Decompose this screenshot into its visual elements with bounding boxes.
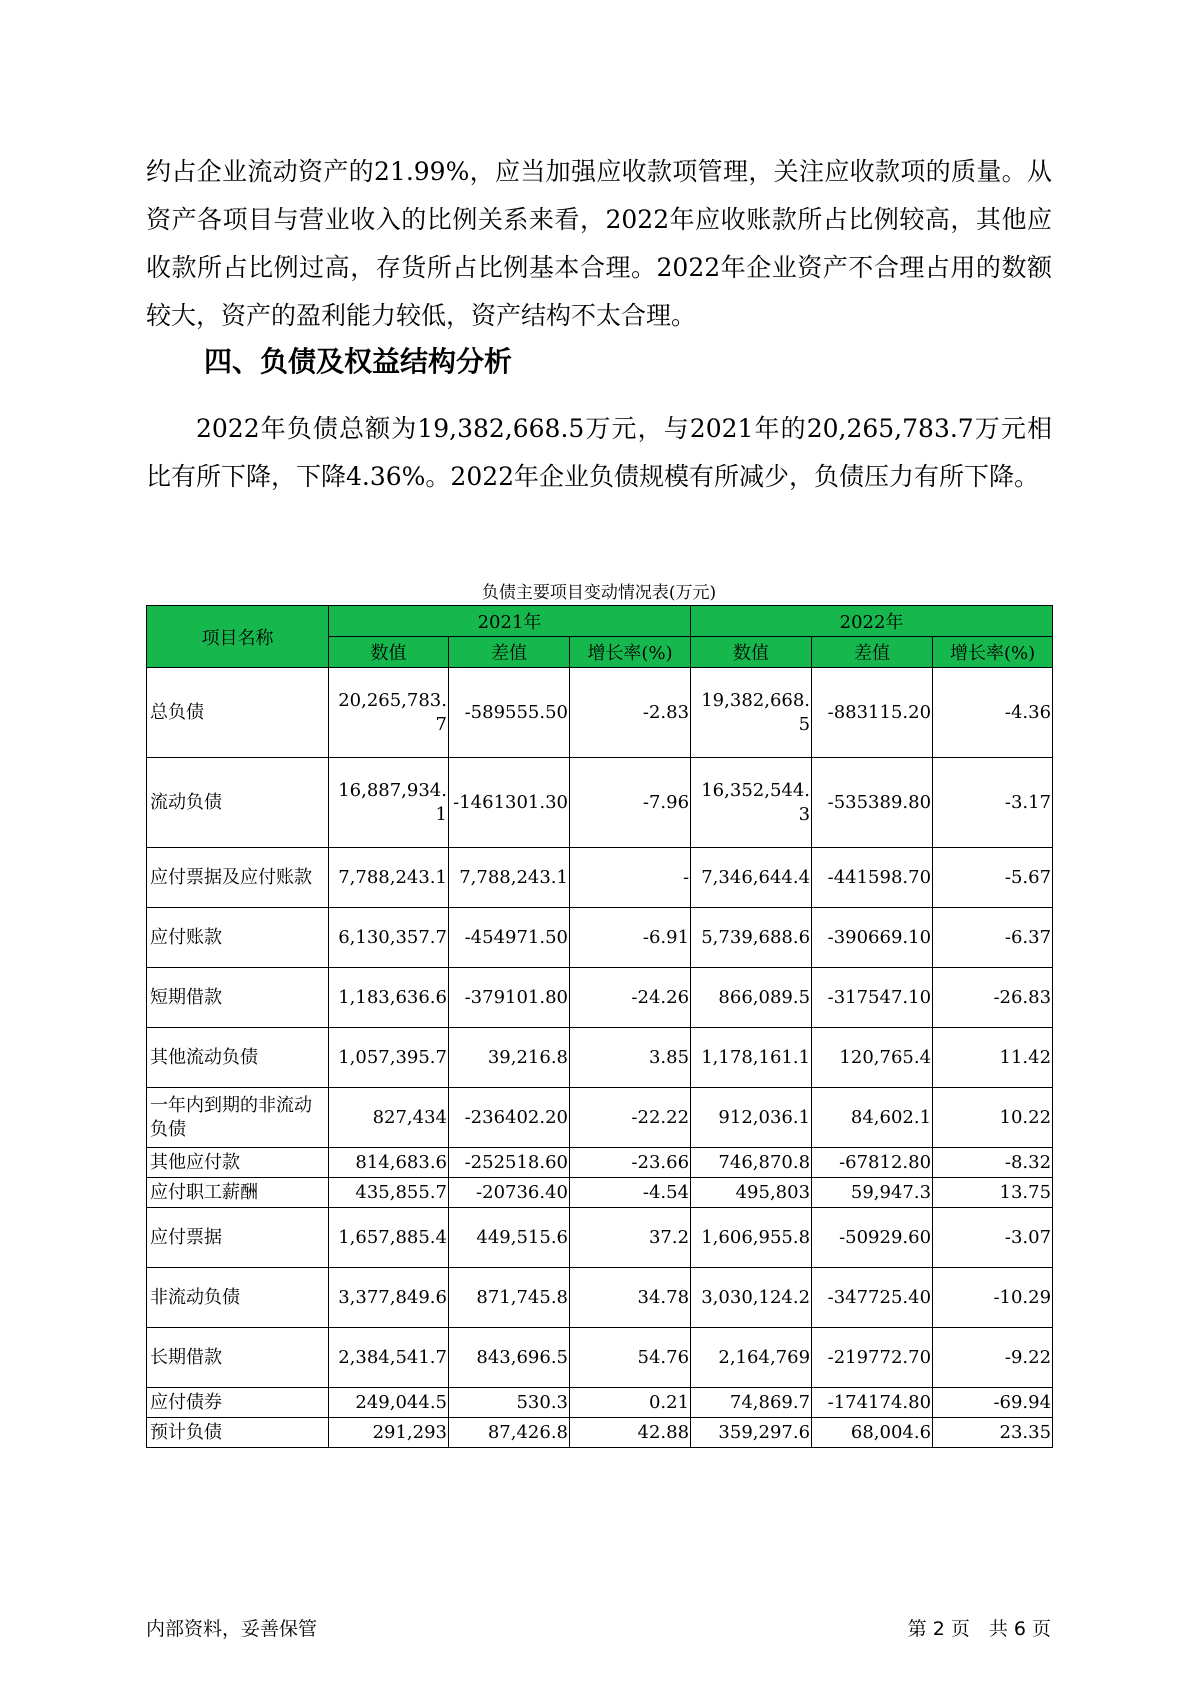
cell-d1: 530.3: [449, 1388, 570, 1418]
cell-item-name: 应付债券: [147, 1388, 329, 1418]
cell-r1: 0.21: [570, 1388, 691, 1418]
cell-item-name: 应付职工薪酬: [147, 1178, 329, 1208]
cell-v1: 249,044.5: [329, 1388, 449, 1418]
cell-item-name: 流动负债: [147, 758, 329, 848]
cell-d2: 68,004.6: [812, 1418, 933, 1448]
cell-d1: -589555.50: [449, 668, 570, 758]
cell-r2: 10.22: [933, 1088, 1053, 1148]
cell-v1: 814,683.6: [329, 1148, 449, 1178]
cell-v1: 6,130,357.7: [329, 908, 449, 968]
cell-v2: 912,036.1: [691, 1088, 812, 1148]
table-row: [147, 758, 1053, 848]
cell-r2: -4.36: [933, 668, 1053, 758]
cell-v2: 359,297.6: [691, 1418, 812, 1448]
cell-v1: 291,293: [329, 1418, 449, 1448]
cell-r1: -23.66: [570, 1148, 691, 1178]
footer-page-number: 第 2 页 共 6 页: [907, 1618, 1051, 1640]
footer-confidential-note: 内部资料，妥善保管: [146, 1618, 318, 1640]
table-row: [147, 968, 1053, 1028]
table-row: [147, 1388, 1053, 1418]
cell-d1: 843,696.5: [449, 1328, 570, 1388]
cell-v2: 1,606,955.8: [691, 1208, 812, 1268]
cell-d1: 87,426.8: [449, 1418, 570, 1448]
cell-v1: 7,788,243.1: [329, 848, 449, 908]
cell-r1: -: [570, 848, 691, 908]
cell-v2: 866,089.5: [691, 968, 812, 1028]
cell-d1: 449,515.6: [449, 1208, 570, 1268]
cell-v1: 2,384,541.7: [329, 1328, 449, 1388]
section-heading: 四、负债及权益结构分析: [204, 345, 513, 378]
cell-r1: -24.26: [570, 968, 691, 1028]
table-row: [147, 1088, 1053, 1148]
cell-d2: -174174.80: [812, 1388, 933, 1418]
cell-r1: -2.83: [570, 668, 691, 758]
cell-r1: -22.22: [570, 1088, 691, 1148]
cell-d1: 7,788,243.1: [449, 848, 570, 908]
cell-v1: 1,057,395.7: [329, 1028, 449, 1088]
cell-v1: 435,855.7: [329, 1178, 449, 1208]
cell-r2: -8.32: [933, 1148, 1053, 1178]
cell-r1: 54.76: [570, 1328, 691, 1388]
cell-item-name: 应付票据: [147, 1208, 329, 1268]
cell-r1: 3.85: [570, 1028, 691, 1088]
cell-d2: 120,765.4: [812, 1028, 933, 1088]
header-diff-2022: 差值: [812, 637, 933, 668]
cell-v2: 7,346,644.4: [691, 848, 812, 908]
cell-d2: -441598.70: [812, 848, 933, 908]
table-row: [147, 1028, 1053, 1088]
cell-r2: -10.29: [933, 1268, 1053, 1328]
cell-r1: -6.91: [570, 908, 691, 968]
cell-v2: 2,164,769: [691, 1328, 812, 1388]
cell-r1: -7.96: [570, 758, 691, 848]
header-item-name: 项目名称: [147, 606, 329, 668]
table-row: [147, 1208, 1053, 1268]
cell-d2: -390669.10: [812, 908, 933, 968]
cell-v2: 5,739,688.6: [691, 908, 812, 968]
cell-r1: 34.78: [570, 1268, 691, 1328]
paragraph-asset-summary: 约占企业流动资产的21.99%，应当加强应收款项管理，关注应收款项的质量。从资产各项目与营业收入的比例关系来看，2022年应收账款所占比例较高，其他应收款所占比例过高，存货所占比例基本合理。2022年企业资产不合理占用的数额较大，资产的盈利能力较低，资产结构不太合理。: [146, 157, 1052, 330]
cell-v1: 1,657,885.4: [329, 1208, 449, 1268]
table-row: [147, 908, 1053, 968]
cell-d1: 39,216.8: [449, 1028, 570, 1088]
cell-r2: -3.17: [933, 758, 1053, 848]
cell-item-name: 总负债: [147, 668, 329, 758]
cell-d1: -236402.20: [449, 1088, 570, 1148]
cell-v1: 3,377,849.6: [329, 1268, 449, 1328]
table-row: [147, 1268, 1053, 1328]
cell-v1: 20,265,783.7: [329, 668, 449, 758]
cell-v1: 827,434: [329, 1088, 449, 1148]
table-header-row: [147, 606, 1053, 637]
table-row: [147, 1178, 1053, 1208]
cell-d2: -50929.60: [812, 1208, 933, 1268]
cell-v2: 1,178,161.1: [691, 1028, 812, 1088]
cell-v2: 3,030,124.2: [691, 1268, 812, 1328]
cell-d2: -347725.40: [812, 1268, 933, 1328]
cell-v2: 74,869.7: [691, 1388, 812, 1418]
cell-v2: 16,352,544.3: [691, 758, 812, 848]
cell-item-name: 其他应付款: [147, 1148, 329, 1178]
table-row: [147, 1418, 1053, 1448]
cell-r2: -6.37: [933, 908, 1053, 968]
cell-d2: -219772.70: [812, 1328, 933, 1388]
cell-r2: 23.35: [933, 1418, 1053, 1448]
cell-item-name: 长期借款: [147, 1328, 329, 1388]
cell-d1: -1461301.30: [449, 758, 570, 848]
cell-d1: -379101.80: [449, 968, 570, 1028]
cell-item-name: 预计负债: [147, 1418, 329, 1448]
cell-v2: 19,382,668.5: [691, 668, 812, 758]
cell-item-name: 短期借款: [147, 968, 329, 1028]
table-caption: 负债主要项目变动情况表(万元): [481, 583, 717, 603]
cell-d2: 84,602.1: [812, 1088, 933, 1148]
table-row: [147, 668, 1053, 758]
cell-d2: 59,947.3: [812, 1178, 933, 1208]
cell-r2: -26.83: [933, 968, 1053, 1028]
cell-d1: -20736.40: [449, 1178, 570, 1208]
paragraph-liability-summary: 2022年负债总额为19,382,668.5万元，与2021年的20,265,783.7万元相比有所下降，下降4.36%。2022年企业负债规模有所减少，负债压力有所下降。: [146, 414, 1052, 491]
cell-d1: -252518.60: [449, 1148, 570, 1178]
liability-table: [146, 605, 1053, 1448]
cell-item-name: 一年内到期的非流动负债: [147, 1088, 329, 1148]
table-row: [147, 1328, 1053, 1388]
header-diff-2021: 差值: [449, 637, 570, 668]
header-value-2022: 数值: [691, 637, 812, 668]
header-value-2021: 数值: [329, 637, 449, 668]
table-row: [147, 848, 1053, 908]
header-year-2022: 2022年: [691, 606, 1053, 637]
cell-d1: -454971.50: [449, 908, 570, 968]
cell-v1: 1,183,636.6: [329, 968, 449, 1028]
cell-item-name: 其他流动负债: [147, 1028, 329, 1088]
cell-r2: -69.94: [933, 1388, 1053, 1418]
cell-d2: -317547.10: [812, 968, 933, 1028]
cell-v1: 16,887,934.1: [329, 758, 449, 848]
cell-r2: 11.42: [933, 1028, 1053, 1088]
header-rate-2021: 增长率(%): [570, 637, 691, 668]
cell-d2: -67812.80: [812, 1148, 933, 1178]
cell-v2: 495,803: [691, 1178, 812, 1208]
cell-v2: 746,870.8: [691, 1148, 812, 1178]
cell-d2: -535389.80: [812, 758, 933, 848]
table-row: [147, 1148, 1053, 1178]
cell-r2: -5.67: [933, 848, 1053, 908]
cell-r2: -9.22: [933, 1328, 1053, 1388]
cell-item-name: 应付票据及应付账款: [147, 848, 329, 908]
cell-d2: -883115.20: [812, 668, 933, 758]
cell-r2: -3.07: [933, 1208, 1053, 1268]
header-year-2021: 2021年: [329, 606, 691, 637]
cell-d1: 871,745.8: [449, 1268, 570, 1328]
cell-r2: 13.75: [933, 1178, 1053, 1208]
cell-item-name: 非流动负债: [147, 1268, 329, 1328]
cell-r1: -4.54: [570, 1178, 691, 1208]
header-rate-2022: 增长率(%): [933, 637, 1053, 668]
cell-item-name: 应付账款: [147, 908, 329, 968]
cell-r1: 37.2: [570, 1208, 691, 1268]
cell-r1: 42.88: [570, 1418, 691, 1448]
